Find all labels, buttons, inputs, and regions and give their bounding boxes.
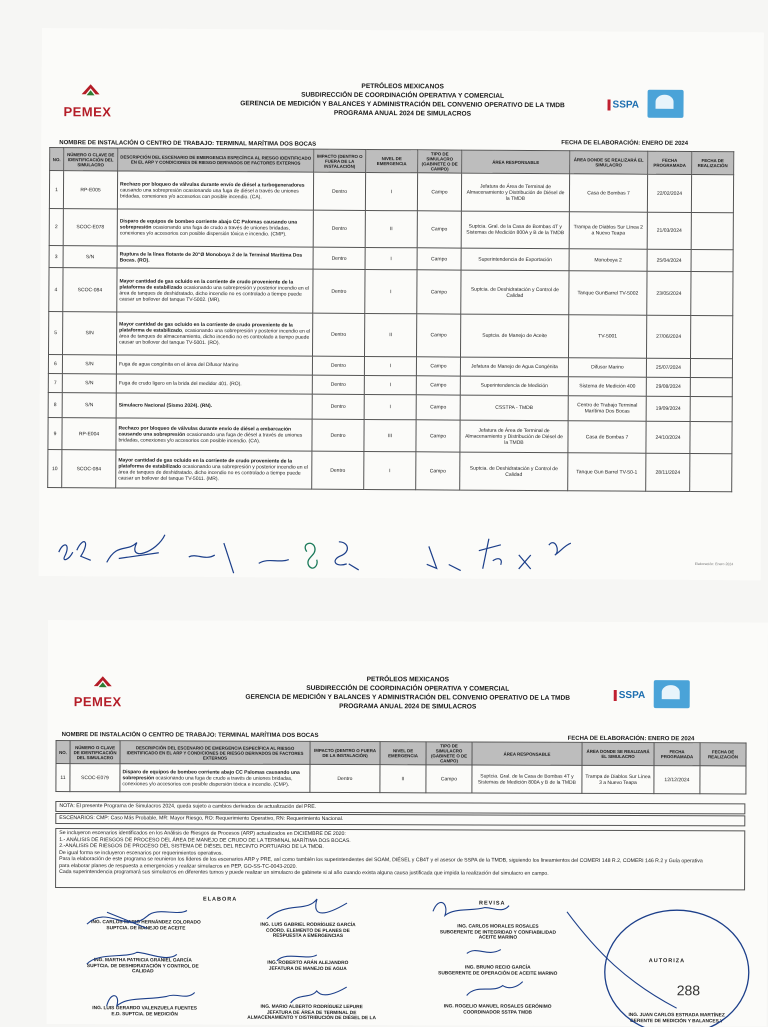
- cell-fecha: 12/12/2024: [654, 766, 700, 794]
- column-header: NO.: [50, 148, 64, 171]
- cell-donde: Tanque GunBarrel TV-5002: [569, 271, 647, 315]
- desc-bold: Disparo de equipos de bombeo corriente abajo CC Palomas causando una sobrepresión: [122, 769, 299, 781]
- column-header: TIPO DE SIMULACRO (GABINETE O DE CAMPO): [426, 742, 472, 765]
- cell-fecha: 28/11/2024: [646, 453, 690, 491]
- cell-nivel: I: [364, 451, 416, 489]
- cell-tipo: Campo: [416, 357, 460, 376]
- simulacros-table: [47, 147, 734, 492]
- header2-line-4: PROGRAMA ANUAL 2024 DE SIMULACROS: [48, 701, 768, 713]
- cell-real: [700, 766, 746, 794]
- cell-impacto: Dentro: [313, 269, 365, 313]
- header-line-4: PROGRAMA ANUAL 2024 DE SIMULACROS: [41, 107, 763, 120]
- sig5-name: ING. LUIS GERARDO VALENZUELA FUENTES: [65, 1006, 225, 1012]
- cell-area: Jefatura de Manejo de Agua Congénita: [460, 357, 568, 377]
- cell-impacto: Dentro: [312, 419, 364, 451]
- cell-tipo: Campo: [416, 420, 460, 452]
- sig6-role-1: JEFATURA DE ÁREA DE TERMINAL DE: [227, 1010, 397, 1016]
- cell-no: 6: [48, 355, 62, 374]
- handwritten-initials: [49, 522, 569, 575]
- sig2-role-1: COORD. ELEMENTO DE PLANES DE: [233, 928, 383, 934]
- cell-clave: S/N: [62, 374, 116, 393]
- cell-descripcion: [117, 312, 313, 356]
- cell-tipo: Campo: [416, 395, 460, 420]
- desc-bold: Ruptura de la línea flotante de 20"Ø Monoboya 2 de la Terminal Marítima Dos Bocas. (RO).: [120, 251, 303, 263]
- cell-clave: S/N: [63, 312, 117, 355]
- table-row: [49, 312, 733, 359]
- cell-impacto: Dentro: [313, 313, 365, 356]
- cell-descripcion: [117, 171, 313, 210]
- cell-descripcion: [116, 393, 312, 419]
- cell-no: 3: [49, 246, 63, 268]
- sig6-name: ING. MARIO ALBERTO RODRÍGUEZ LEPURE: [227, 1005, 397, 1011]
- column-header: FECHA DE REALIZACIÓN: [692, 151, 734, 174]
- cell-no: 2: [49, 209, 63, 246]
- table-row: [48, 418, 732, 454]
- cell-nivel: III: [364, 419, 416, 451]
- sig4-role: JEFATURA DE MANEJO DE AGUA: [233, 966, 383, 972]
- cell-impacto: Dentro: [310, 764, 380, 792]
- escenarios-text: ESCENARIOS: CMP: Caso Más Probable, MR: Mayor Riesgo, RO: Requerimiento Operativo, RN: Requerimiento Nacional.: [55, 813, 745, 826]
- cell-fecha: 23/05/2024: [647, 271, 691, 315]
- fecha-elaboracion-2: FECHA DE ELABORACIÓN: ENERO DE 2024: [568, 736, 695, 742]
- cell-real: [691, 271, 733, 315]
- note-line: Se incluyeron escenarios identificados en los Análisis de Riesgos de Procesos (ARP) actualizados en DICIEMBRE DE 2020:: [59, 830, 741, 839]
- note-line: Cada superintendencia programará sus simulacros en diferentes turnos y puede realizar un simulacro de gabinete si al año cuando exista alguna causa justificada que impida la realización del simulacro en campo.: [59, 869, 741, 878]
- pemex-logo-icon: [82, 84, 100, 100]
- cell-tipo: Campo: [426, 765, 472, 793]
- note-line: De igual forma se incluyeron escenarios por requerimientos operativos.: [59, 850, 741, 859]
- sspa-logo: SSPA: [608, 99, 640, 110]
- table-row: [49, 268, 733, 316]
- cell-tipo: Campo: [416, 376, 460, 395]
- cell-donde: Tanque Gun Barrel TV-50-1: [568, 453, 646, 491]
- header-line-3: GERENCIA DE MEDICIÓN Y BALANCES Y ADMINISTRACIÓN DEL CONVENIO OPERATIVO DE LA TMDB: [42, 98, 764, 111]
- cell-descripcion: [116, 374, 312, 394]
- sig3-role-1: SUPTCIA. DE DESHIDRATACIÓN Y CONTROL DE: [63, 964, 223, 970]
- cell-area: Jefatura de Área de Terminal de Almacenamiento y Distribución de Diésel de la TMDB: [461, 173, 569, 212]
- cell-tipo: Campo: [416, 452, 460, 490]
- cell-donde: Casa de Bombas 7: [568, 421, 646, 453]
- sig2-name: ING. LUIS GABRIEL RODRÍGUEZ GARCÍA: [233, 923, 383, 929]
- cell-nivel: I: [364, 394, 416, 419]
- cell-fecha: 25/07/2024: [646, 358, 690, 377]
- cell-area: CSSTPA - TMDB: [460, 395, 568, 421]
- cell-donde: TV-5001: [568, 315, 646, 358]
- document-page-1: [39, 28, 764, 580]
- cell-area: Superintendencia de Exportación: [461, 248, 569, 271]
- cell-no: 5: [49, 312, 63, 355]
- desc-rest: Fuga de agua congénita en el área del Difusor Marino: [119, 361, 239, 368]
- cell-nivel: II: [380, 765, 426, 793]
- pemex-logo-text: PEMEX: [63, 104, 111, 119]
- desc-rest: Fuga de crudo ligero en la brida del medidor 401. (RO).: [119, 380, 242, 387]
- header2-line-3: GERENCIA DE MEDICIÓN Y BALANCES Y ADMINISTRACIÓN DEL CONVENIO OPERATIVO DE LA TMDB: [48, 692, 768, 704]
- cell-no: 8: [48, 393, 62, 418]
- cell-clave: RP-E004: [62, 418, 116, 450]
- cell-area: Suptcia. de Deshidratación y Control de Calidad: [460, 452, 568, 491]
- desc-bold: Disparo de equipos de bombeo corriente abajo CC Palomas causando una sobrepresión: [120, 218, 297, 230]
- cell-nivel: I: [365, 269, 417, 313]
- column-header: DESCRIPCIÓN DEL ESCENARIO DE EMERGENCIA ESPECÍFICA AL RIESGO IDENTIFICADO EN EL ARP Y CONDICIONES DE RIESGO DERIVADOS DE FACTORES EXTERNOS: [118, 148, 314, 172]
- cell-impacto: Dentro: [312, 394, 364, 419]
- cell-donde: Casa de Bombas 7: [569, 174, 647, 212]
- desc-bold: Mayor cantidad de gas ocluido en la corriente de crudo proveniente de la plataforma de estabilizado: [119, 278, 293, 290]
- note-line: para elaborar planes de respuesta a emergencias y realizar simulacros en PEP, GO-SS-TC-0043-2020.: [59, 863, 741, 872]
- cell-nivel: I: [364, 356, 416, 375]
- column-header: IMPACTO (DENTRO O FUERA DE LA INSTALACIÓN): [310, 741, 380, 764]
- cell-impacto: Dentro: [312, 451, 364, 489]
- cell-clave: SCOC-084: [63, 268, 117, 312]
- cell-area: Superintendencia de Medición: [460, 376, 568, 396]
- cell-donde: Sistema de Medición 400: [568, 377, 646, 396]
- header-line-2: SUBDIRECCIÓN DE COORDINACIÓN OPERATIVA Y COMERCIAL: [42, 89, 764, 102]
- column-header: ÁREA DONDE SE REALIZARÁ EL SIMULACRO: [582, 742, 654, 765]
- table-row: [49, 171, 733, 213]
- header2-line-1: PETRÓLEOS MEXICANOS: [48, 674, 768, 686]
- table-row: [48, 450, 732, 492]
- elabora-heading: ELABORA: [203, 897, 237, 903]
- column-header: FECHA DE REALIZACIÓN: [700, 743, 746, 766]
- cell-descripcion: [116, 450, 312, 489]
- pemex-logo-icon-2: [94, 676, 112, 692]
- cell-real: [690, 453, 732, 491]
- sig6-role-2: ALMACENAMIENTO Y DISTRIBUCIÓN DE DIÉSEL DE LA: [227, 1016, 397, 1022]
- rev1-role-1: SUBGERENTE DE INTEGRIDAD Y CONFIABILIDAD: [413, 930, 583, 936]
- rev1-role-2: ACEITE MARINO: [413, 935, 583, 941]
- cell-no: 9: [48, 418, 62, 450]
- desc-bold: Rechazo por bloqueo de válvulas durante envío de diésel a embarcación causando una sobrepresión: [119, 425, 292, 437]
- sspa-logo-2: SSPA: [614, 690, 646, 701]
- table-row: [56, 764, 746, 794]
- cell-descripcion: [120, 764, 310, 793]
- sspa-logos: [607, 89, 683, 117]
- cell-fecha: 22/02/2024: [647, 174, 691, 212]
- aut-name: ING. JUAN CARLOS ESTRADA MARTÍNEZ: [597, 1013, 757, 1019]
- cell-no: 11: [56, 764, 70, 792]
- cell-descripcion: [116, 418, 312, 451]
- cell-impacto: Dentro: [312, 375, 364, 394]
- cell-clave: S/N: [62, 355, 116, 374]
- rev1-name: ING. CARLOS MORALES ROSALES: [413, 924, 583, 930]
- cell-real: [691, 174, 733, 212]
- note-line: 1.- ANÁLISIS DE RIESGOS DE PROCESO DEL ÁREA DE MANEJO DE CRUDO DE LA TERMINAL MARÍTIMA DOS BOCAS.: [59, 837, 741, 846]
- desc-rest: ocasionando una fuga de diésel a través de uniones bridadas, conexiones y/o accesorios con posible incendio. (CA).: [118, 431, 302, 443]
- cell-no: 1: [49, 171, 63, 209]
- column-header: NO.: [56, 741, 70, 764]
- column-header: NIVEL DE EMERGENCIA: [380, 742, 426, 765]
- cell-clave: S/N: [63, 246, 117, 268]
- cell-no: 4: [49, 268, 63, 312]
- cell-nivel: I: [365, 172, 417, 210]
- aut-role: GERENTE DE MEDICIÓN Y BALANCES Y: [597, 1019, 757, 1025]
- cell-real: [690, 315, 732, 358]
- column-header: IMPACTO (DENTRO O FUERA DE LA INSTALACIÓN): [314, 149, 366, 172]
- rev3-role: COORDINADOR SSTPA TMDB: [413, 1010, 583, 1016]
- column-header: NÚMERO O CLAVE DE IDENTIFICACIÓN DEL SIMULACRO: [70, 741, 120, 764]
- cell-no: 10: [48, 450, 62, 488]
- cell-area: Suptcia. de Deshidratación y Control de Calidad: [461, 270, 569, 315]
- fecha-elaboracion: FECHA DE ELABORACIÓN: ENERO DE 2024: [561, 140, 688, 147]
- cell-impacto: Dentro: [313, 247, 365, 269]
- page-number: 288: [677, 982, 700, 998]
- sig3-role-2: CALIDAD: [63, 969, 223, 975]
- cell-descripcion: [116, 355, 312, 375]
- column-header: FECHA PROGRAMADA: [654, 743, 700, 766]
- sig4-name: ING. ROBERTO ARÁN ALEJANDRO: [233, 961, 383, 967]
- cell-descripcion: [117, 209, 313, 247]
- column-header: NIVEL DE EMERGENCIA: [366, 149, 418, 172]
- header-line-1: PETRÓLEOS MEXICANOS: [42, 80, 764, 93]
- cell-fecha: 25/04/2024: [647, 249, 691, 271]
- table-row: [49, 209, 733, 250]
- cell-donde: Trampa de Diablos Sur Línea 3 a Nuevo Teapa: [582, 765, 654, 793]
- desc-bold: Rechazo por bloqueo de válvulas durante envío de diésel a turbogeneradores: [120, 181, 305, 188]
- cell-tipo: Campo: [417, 211, 461, 248]
- simulacros-table-2: [55, 740, 746, 794]
- cell-impacto: Dentro: [313, 210, 365, 247]
- cell-impacto: Dentro: [312, 356, 364, 375]
- installation-name: NOMBRE DE INSTALACIÓN O CENTRO DE TRABAJO: TERMINAL MARÍTIMA DOS BOCAS: [59, 140, 316, 148]
- sig2-role-2: RESPUESTA A EMERGENCIAS: [233, 934, 383, 940]
- desc-bold: Mayor cantidad de gas ocluido en la corriente de crudo proveniente de la plataforma de estabilizado: [118, 457, 292, 469]
- cell-real: [690, 358, 732, 377]
- cell-donde: Centro de Trabajo Terminal Marítima Dos Bocas: [568, 396, 646, 421]
- cell-no: 7: [48, 374, 62, 393]
- cell-clave: SCOC-E078: [63, 209, 117, 246]
- desc-bold: Simulacro Nacional (Sismo 2024). (RN).: [119, 402, 212, 409]
- document-page-2: [47, 620, 768, 1027]
- header2-line-2: SUBDIRECCIÓN DE COORDINACIÓN OPERATIVA Y COMERCIAL: [48, 683, 768, 695]
- cell-nivel: I: [365, 247, 417, 269]
- cell-real: [691, 212, 733, 249]
- cell-clave: S/N: [62, 393, 116, 418]
- desc-rest: ocasionando una fuga de crudo a través de uniones bridadas, conexiones y/o accesorios con posible dispersión tóxica e incendio. (CMP).: [122, 775, 292, 787]
- handwritten-signatures: [47, 890, 767, 1027]
- cell-clave: SCOC-084: [62, 450, 116, 488]
- cell-descripcion: [117, 246, 313, 269]
- sig1-role: SUPTCIA. DE MANEJO DE ACEITE: [71, 926, 221, 932]
- desc-rest: ocasionando una sobrepresión y posterior incendio en el área de tanques de deshidratado, dicho incendio no es controlado a tiempo puede causar un boilover del tanque TV-5002. (MR).: [119, 284, 309, 302]
- desc-rest: causando una sobrepresión ocasionando una fuga de diésel a través de uniones bridadas, conexiones y/o accesorios con posible incendio. (CA).: [120, 187, 299, 200]
- column-header: TIPO DE SIMULACRO (GABINETE O DE CAMPO): [418, 150, 462, 173]
- blue-emblem-icon: [647, 90, 683, 118]
- desc-rest: , ocasionando una sobrepresión y posterior incendio en el área de tanques de almacenamiento, dicho incendio no es controlado a tiempo puede causar un boilover del tanque TV-5001. (RO).: [119, 328, 310, 346]
- note-line: 2.-ANÁLISIS DE RIESGOS DE PROCESO DEL SISTEMA DE DIÉSEL DEL RECINTO PORTUARIO DE LA TMDB.: [59, 843, 741, 852]
- rev3-name: ING. ROGELIO MANUEL ROSALES GERÓNIMO: [413, 1004, 583, 1010]
- column-header: ÁREA RESPONSABLE: [462, 150, 570, 174]
- cell-tipo: Campo: [417, 270, 461, 314]
- cell-real: [690, 396, 732, 421]
- autoriza-heading: AUTORIZA: [649, 958, 685, 964]
- sig1-name: ING. CARLOS MARIO HERNÁNDEZ COLORADO: [71, 920, 221, 926]
- pemex-logo-text-2: PEMEX: [74, 694, 122, 709]
- cell-area: Jefatura de Área de Terminal de Almacenamiento y Distribución de Diésel de la TMDB: [460, 420, 568, 453]
- sig3-name: ING. MARTHA PATRICIA GRANIEL GARCÍA: [63, 958, 223, 964]
- column-header: ÁREA RESPONSABLE: [472, 742, 582, 765]
- cell-donde: Difusor Marino: [568, 358, 646, 377]
- elaboration-footnote: Elaboración: Enero 2024: [695, 562, 734, 566]
- desc-rest: ocasionando una fuga de crudo a través de uniones bridadas, conexiones y/o accesorios con posible dispersión tóxica e incendio. (CMP).: [120, 225, 290, 238]
- cell-real: [691, 249, 733, 271]
- cell-fecha: 19/09/2024: [646, 396, 690, 421]
- column-header: DESCRIPCIÓN DEL ESCENARIO DE EMERGENCIA ESPECÍFICA AL RIESGO IDENTIFICADO EN EL ARP Y CONDICIONES DE RIESGO DERIVADOS DE FACTORES EXTERNOS: [120, 741, 310, 765]
- nota-text: NOTA: El presente Programa de Simulacros 2024, queda sujeto a cambios derivados de actualización del PRE.: [55, 801, 745, 814]
- cell-nivel: I: [364, 375, 416, 394]
- cell-tipo: Campo: [416, 314, 460, 357]
- cell-tipo: Campo: [417, 173, 461, 211]
- cell-tipo: Campo: [417, 248, 461, 270]
- cell-real: [690, 377, 732, 396]
- cell-clave: RP-E005: [63, 171, 117, 209]
- blue-emblem-icon-2: [654, 680, 690, 708]
- rev2-name: ING. BRUNO RECIO GARCÍA: [413, 965, 583, 971]
- cell-fecha: 24/10/2024: [646, 421, 690, 453]
- cell-real: [690, 421, 732, 453]
- cell-impacto: Dentro: [313, 172, 365, 210]
- cell-area: Suptcia. Gral. de la Casa de Bombas 4T y Sistemas de Medición 800A y B de la TMDB: [461, 211, 569, 249]
- cell-donde: Monoboya 2: [569, 249, 647, 271]
- cell-fecha: 27/06/2024: [646, 315, 690, 358]
- revisa-heading: REVISA: [479, 901, 506, 907]
- desc-bold: Mayor cantidad de gas ocluido en la corriente de crudo proveniente de la plataforma de estabilizado: [119, 321, 293, 333]
- sig5-role: E.D. SUPTCIA. DE MEDICIÓN: [65, 1012, 225, 1018]
- cell-fecha: 29/08/2024: [646, 377, 690, 396]
- desc-rest: ocasionando una sobrepresión y posterior incendio en el área de tanques de deshidratado, dicho incendio no es controlado a tiempo puede causar un boilover del tanque TV-5011. (MR).: [118, 463, 308, 481]
- cell-nivel: II: [364, 313, 416, 356]
- rev2-role: SUBGERENTE DE OPERACIÓN DE ACEITE MARINO: [413, 971, 583, 977]
- column-header: FECHA PROGRAMADA: [648, 151, 692, 174]
- column-header: NÚMERO O CLAVE DE IDENTIFICACIÓN DEL SIMULACRO: [64, 148, 118, 171]
- cell-donde: Trampa de Diablos Sur Línea 2 a Nuevo Teapa: [569, 212, 647, 249]
- column-header: ÁREA DONDE SE REALIZARÁ EL SIMULACRO: [570, 151, 648, 174]
- table-header-row-2: [56, 741, 746, 766]
- cell-area: Suptcia. de Manejo de Aceite: [460, 314, 568, 358]
- cell-nivel: II: [365, 210, 417, 247]
- note-line: Para la elaboración de este programa se reunieron los líderes de los escenarios ARP y PRE, así como también los superintendentes del SOAM, DIÉSEL y CB4T y el asesor de SSPA de la TMDB, siguiendo los lineamientos del COMERI 148 R.2, COMERI 146 R.2 y Guía operativa: [59, 856, 741, 865]
- cell-descripcion: [117, 268, 313, 313]
- cell-area: Suptcia. Gral. de la Casa de Bombas 4T y Sistemas de Medición 800A y B de la TMDB: [472, 765, 582, 793]
- cell-fecha: 21/03/2024: [647, 212, 691, 249]
- installation-name-2: NOMBRE DE INSTALACIÓN O CENTRO DE TRABAJO: TERMINAL MARÍTIMA DOS BOCAS: [62, 732, 319, 739]
- arp-notes-block: [55, 828, 745, 890]
- sspa-logos-2: [614, 680, 690, 708]
- cell-clave: SCOC-E079: [70, 764, 120, 792]
